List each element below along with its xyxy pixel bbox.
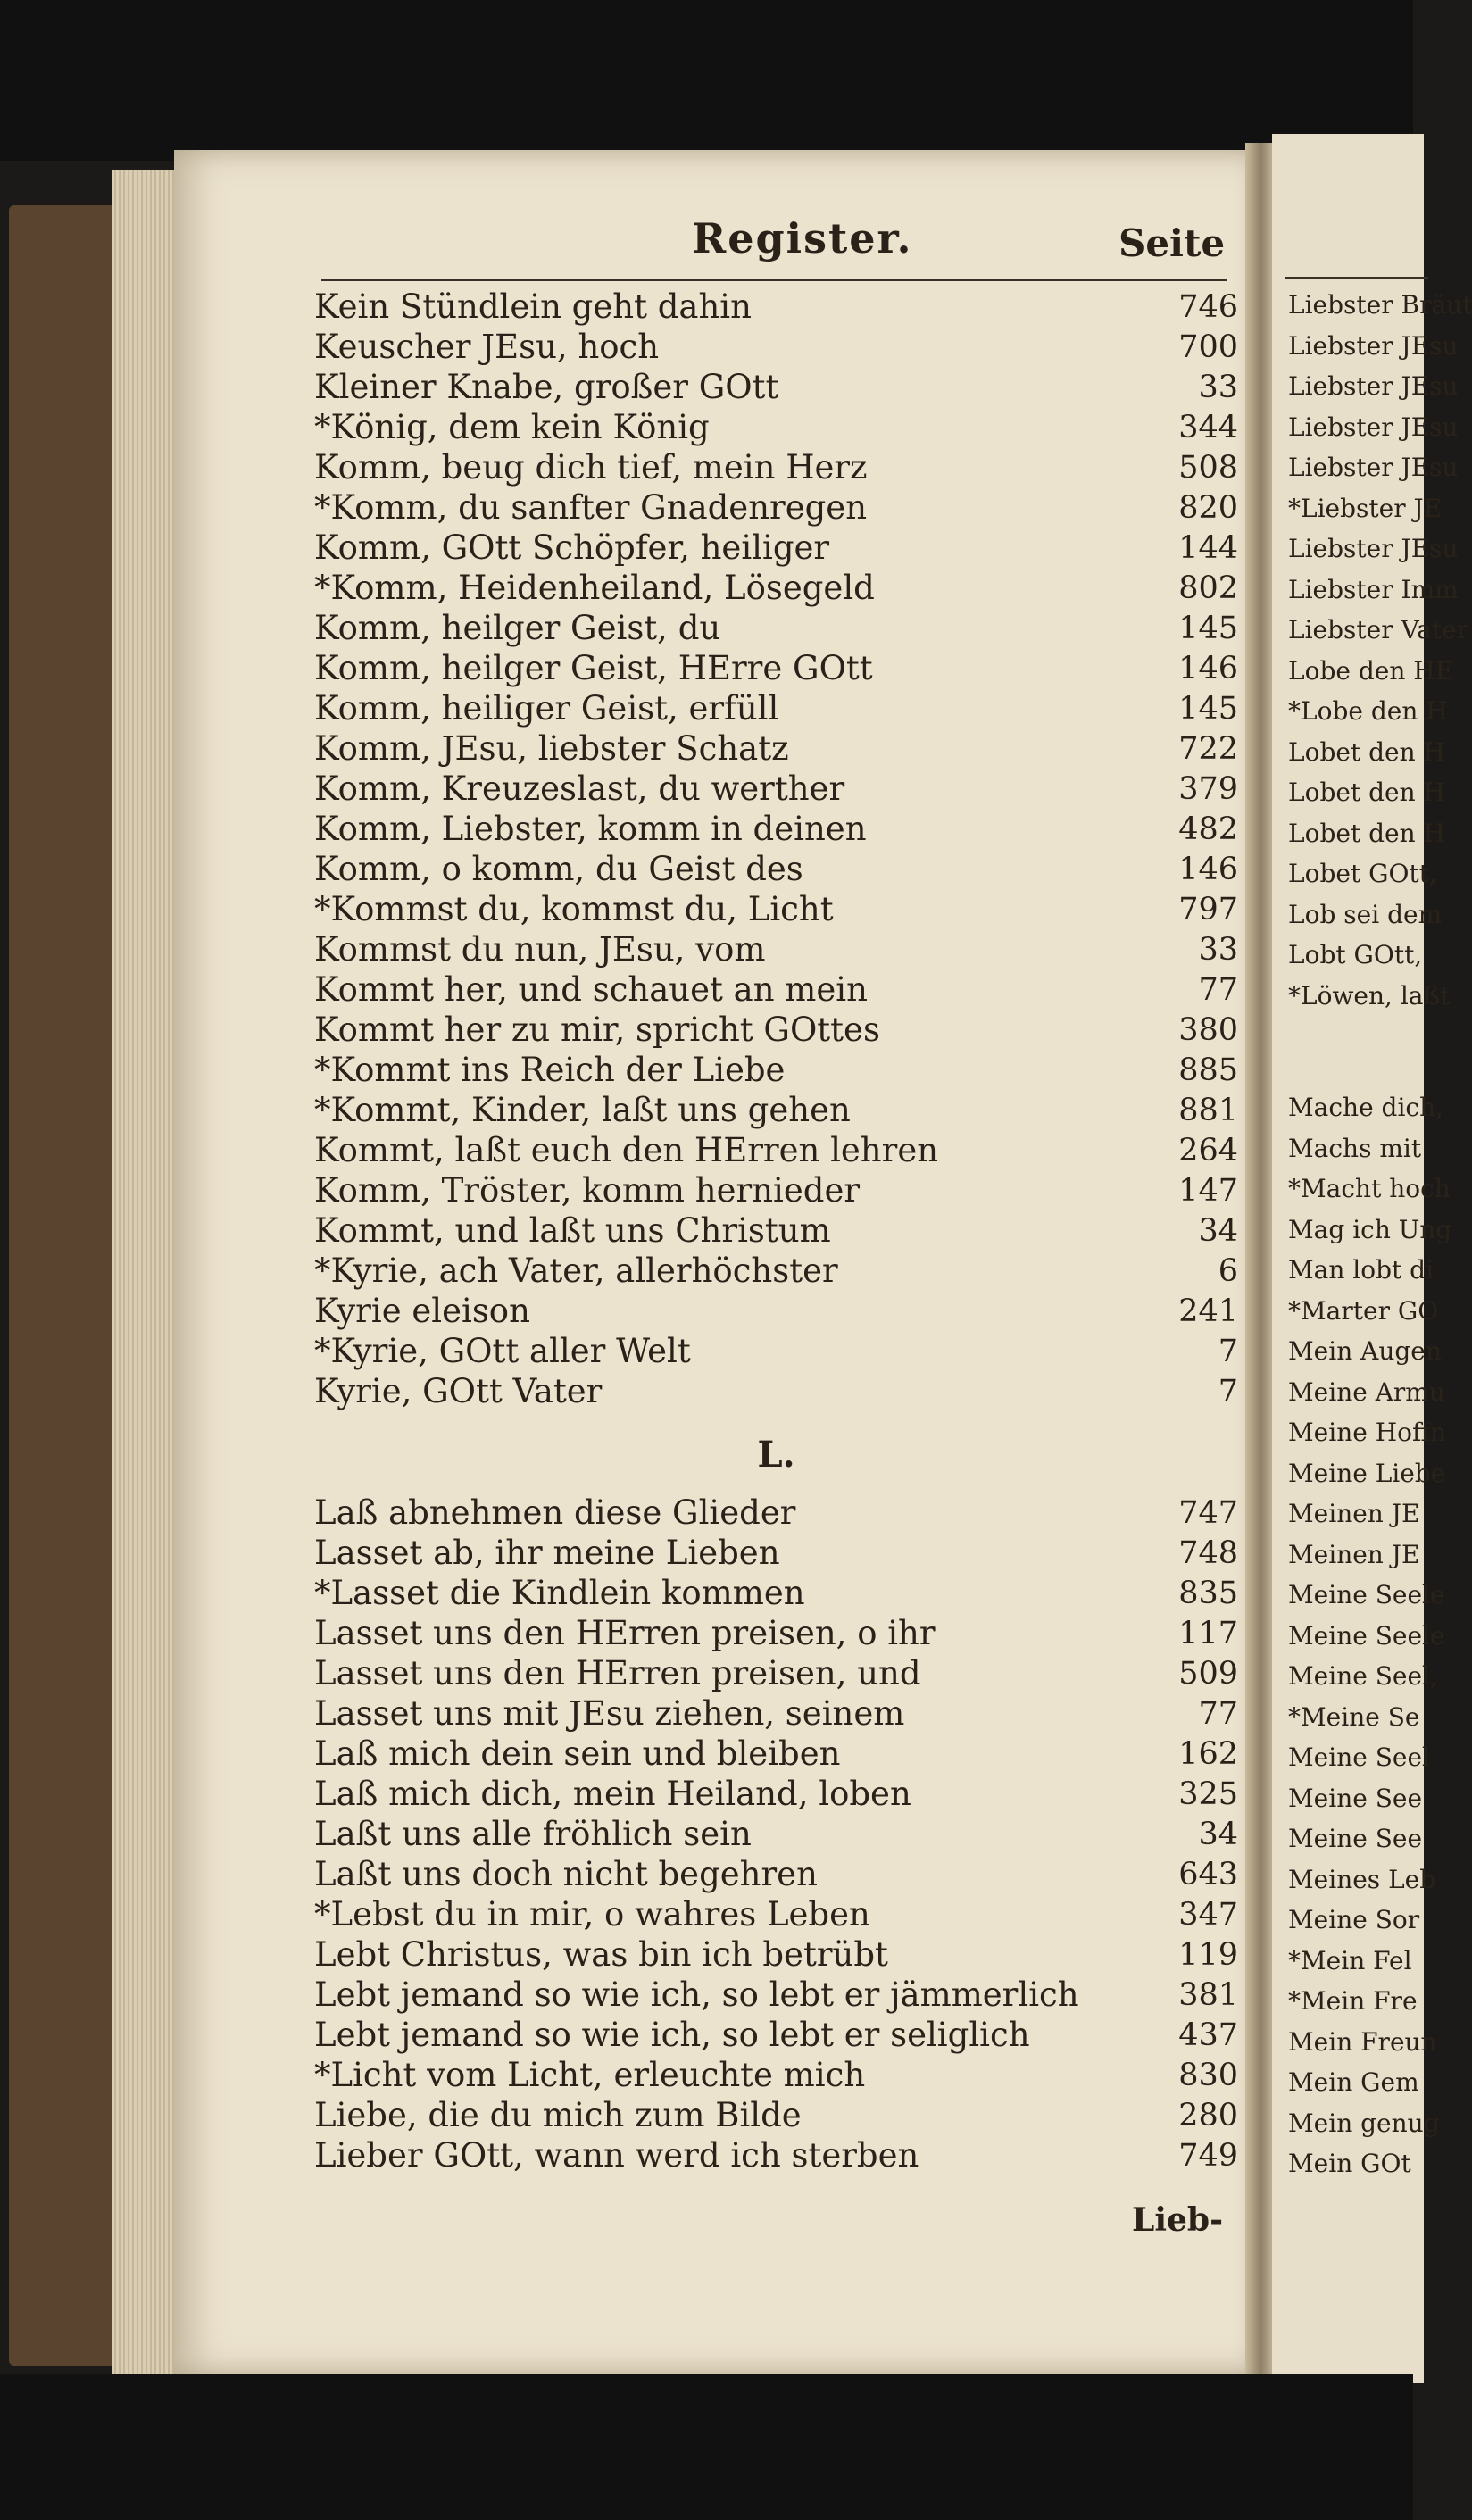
- register-entry: [314, 1651, 1238, 1691]
- dark-background-bottom: [0, 2374, 1413, 2520]
- register-entry: [314, 726, 1238, 766]
- next-page-fragment: Lobet den H: [1288, 818, 1445, 848]
- register-entry: [314, 1368, 1238, 1409]
- entry-title: Komm, heilger Geist, du: [314, 609, 721, 647]
- register-entry: [314, 324, 1238, 364]
- entry-title: *Lasset die Kindlein kommen: [314, 1574, 805, 1612]
- next-page-fragment: Lobet den H: [1288, 778, 1445, 807]
- entry-title: Lasset ab, ihr meine Lieben: [314, 1534, 780, 1572]
- register-entry: [314, 1328, 1238, 1368]
- entry-title: Laß mich dich, mein Heiland, loben: [314, 1775, 911, 1813]
- register-entry: [314, 1731, 1238, 1771]
- register-entry: [314, 525, 1238, 565]
- entry-title: Kommt her zu mir, spricht GOttes: [314, 1010, 880, 1049]
- next-page-fragment: Liebster JEsu: [1288, 534, 1459, 563]
- register-entry: [314, 1530, 1238, 1570]
- entry-title: Lasset uns mit JEsu ziehen, seinem: [314, 1694, 905, 1733]
- next-page-fragment: Mein Gem: [1288, 2067, 1419, 2097]
- next-page-fragment: *Liebster JE: [1288, 493, 1443, 523]
- register-entry: [314, 445, 1238, 485]
- entry-page-number: 797: [1178, 892, 1238, 927]
- entry-page-number: 119: [1178, 1937, 1238, 1973]
- next-page-fragment: *Meine Se: [1288, 1701, 1420, 1732]
- next-page-fragment: Man lobt di: [1288, 1255, 1435, 1285]
- next-page-fragment: Lob sei dem: [1288, 899, 1443, 929]
- entry-page-number: 146: [1178, 651, 1238, 686]
- next-page-fragment: Meine Hoffn: [1288, 1418, 1446, 1447]
- entry-title: Kommst du nun, JEsu, vom: [314, 930, 766, 969]
- entry-title: Lebt jemand so wie ich, so lebt er jämmerlich: [314, 1975, 1079, 2014]
- register-entry: [314, 1892, 1238, 1932]
- entry-title: Kommt, und laßt uns Christum: [314, 1211, 831, 1250]
- register-entry: [314, 766, 1238, 806]
- register-entry: [314, 1168, 1238, 1208]
- entry-title: *Licht vom Licht, erleuchte mich: [314, 2056, 866, 2094]
- next-page-fragment: Lobe den HE: [1288, 655, 1454, 686]
- register-entry: [314, 2092, 1238, 2133]
- next-page-fragment: *Mein Fel: [1288, 1945, 1412, 1975]
- book-cover-edge: [9, 205, 116, 2366]
- register-entry: [314, 1811, 1238, 1851]
- next-page-fragment: *Macht hoch: [1288, 1174, 1451, 1203]
- entry-page-number: 241: [1178, 1293, 1238, 1329]
- entry-title: Kyrie, GOtt Vater: [314, 1372, 603, 1410]
- register-entry: [314, 846, 1238, 886]
- next-page-fragment: Meine Seel,: [1288, 1661, 1438, 1691]
- entry-page-number: 820: [1178, 490, 1238, 526]
- register-entry: [314, 2052, 1238, 2092]
- next-page-fragment: Lobet den H: [1288, 736, 1445, 767]
- entry-page-number: 746: [1178, 289, 1238, 325]
- entry-page-number: 835: [1178, 1576, 1238, 1611]
- register-entry: [314, 1127, 1238, 1168]
- entry-title: *Kommst du, kommst du, Licht: [314, 890, 834, 928]
- entry-page-number: 482: [1178, 811, 1238, 847]
- next-page-fragment: Meine Seele: [1288, 1580, 1445, 1609]
- entry-title: Komm, heilger Geist, HErre GOtt: [314, 649, 873, 687]
- entry-title: Kein Stündlein geht dahin: [314, 287, 752, 326]
- register-entry: [314, 927, 1238, 967]
- entry-page-number: 749: [1178, 2138, 1238, 2174]
- register-entry: [314, 1007, 1238, 1047]
- entry-page-number: 145: [1178, 611, 1238, 646]
- entry-page-number: 77: [1198, 1696, 1238, 1732]
- register-entry: [314, 1851, 1238, 1892]
- next-page-fragment: Meine Armu: [1288, 1376, 1445, 1407]
- register-entry: [314, 1047, 1238, 1087]
- entry-title: Komm, Kreuzeslast, du werther: [314, 769, 845, 808]
- entry-page-number: 77: [1198, 972, 1238, 1008]
- entry-page-number: 722: [1178, 731, 1238, 767]
- register-entry: [314, 645, 1238, 686]
- next-page-fragment: Meine Sor: [1288, 1905, 1420, 1934]
- entry-page-number: 748: [1178, 1535, 1238, 1571]
- entry-page-number: 437: [1178, 2017, 1238, 2053]
- entry-page-number: 509: [1178, 1656, 1238, 1692]
- entry-title: Kommt her, und schauet an mein: [314, 970, 868, 1009]
- next-page-fragment: Meines Leb: [1288, 1864, 1436, 1894]
- entry-title: *Lebst du in mir, o wahres Leben: [314, 1895, 870, 1934]
- entry-page-number: 881: [1178, 1093, 1238, 1128]
- next-page-fragment: Liebster Vater: [1288, 615, 1469, 645]
- entry-page-number: 7: [1218, 1374, 1238, 1410]
- register-entry: [314, 1771, 1238, 1811]
- section-heading: [314, 1409, 1238, 1490]
- next-page-fragment: Meine See: [1288, 1783, 1423, 1813]
- entry-page-number: 162: [1178, 1736, 1238, 1772]
- entry-title: Komm, JEsu, liebster Schatz: [314, 729, 789, 768]
- entry-title: Komm, beug dich tief, mein Herz: [314, 448, 868, 487]
- entry-page-number: 885: [1178, 1052, 1238, 1088]
- register-entry: [314, 1932, 1238, 1972]
- next-page-fragment: Liebster JEsu: [1288, 453, 1459, 482]
- entry-title: *Komm, Heidenheiland, Lösegeld: [314, 569, 875, 607]
- page-title: Register.: [692, 214, 913, 262]
- next-page-fragment: Liebster JEsu: [1288, 412, 1459, 442]
- register-entry: [314, 1972, 1238, 2012]
- entry-page-number: 381: [1178, 1977, 1238, 2013]
- entry-page-number: 146: [1178, 852, 1238, 887]
- next-page-fragment: Meinen JE: [1288, 1499, 1420, 1528]
- entry-page-number: 380: [1178, 1012, 1238, 1048]
- entry-page-number: 508: [1178, 450, 1238, 486]
- entry-title: *Kommt ins Reich der Liebe: [314, 1051, 786, 1089]
- entry-title: Kommt, laßt euch den HErren lehren: [314, 1131, 939, 1169]
- entry-title: Laßt uns doch nicht begehren: [314, 1855, 818, 1893]
- entry-title: Kyrie eleison: [314, 1292, 530, 1330]
- entry-page-number: 802: [1178, 570, 1238, 606]
- next-page-fragment: Meinen JE: [1288, 1539, 1420, 1569]
- entry-title: Kleiner Knabe, großer GOtt: [314, 368, 779, 406]
- register-entry: [314, 364, 1238, 404]
- register-entries: [314, 284, 1238, 2173]
- entry-title: Lieber GOtt, wann werd ich sterben: [314, 2136, 919, 2175]
- entry-title: Komm, GOtt Schöpfer, heiliger: [314, 528, 830, 567]
- entry-page-number: 34: [1198, 1817, 1238, 1852]
- entry-title: *Kyrie, ach Vater, allerhöchster: [314, 1252, 838, 1290]
- entry-title: Laßt uns alle fröhlich sein: [314, 1815, 752, 1853]
- register-entry: [314, 1610, 1238, 1651]
- next-page-fragment: Mein Augen: [1288, 1336, 1442, 1366]
- next-page-fragment: *Marter GO: [1288, 1295, 1439, 1326]
- register-entry: [314, 886, 1238, 927]
- entry-page-number: 147: [1178, 1173, 1238, 1209]
- dark-background-top: [0, 0, 1413, 161]
- next-page-fragment: *Löwen, laßt: [1288, 980, 1451, 1010]
- entry-page-number: 700: [1178, 329, 1238, 365]
- next-page-fragment: Liebster JEsu: [1288, 330, 1459, 361]
- entry-title: Lebt jemand so wie ich, so lebt er seliglich: [314, 2016, 1030, 2054]
- register-entry: [314, 404, 1238, 445]
- entry-page-number: 145: [1178, 691, 1238, 727]
- entry-title: Keuscher JEsu, hoch: [314, 328, 660, 366]
- entry-title: Liebe, die du mich zum Bilde: [314, 2096, 802, 2134]
- entry-page-number: 7: [1218, 1334, 1238, 1369]
- next-page-fragment: Lobet GOtt,: [1288, 859, 1437, 888]
- entry-page-number: 643: [1178, 1857, 1238, 1892]
- section-letter: L.: [757, 1434, 795, 1476]
- entry-page-number: 379: [1178, 771, 1238, 807]
- register-entry: [314, 565, 1238, 605]
- register-entry: [314, 1087, 1238, 1127]
- register-entry: [314, 2133, 1238, 2173]
- entry-page-number: 144: [1178, 530, 1238, 566]
- entry-title: *Kyrie, GOtt aller Welt: [314, 1332, 691, 1370]
- entry-title: Komm, Liebster, komm in deinen: [314, 810, 867, 848]
- next-page-fragment: Machs mit: [1288, 1133, 1422, 1163]
- entry-page-number: 264: [1178, 1133, 1238, 1169]
- next-page-fragment: Liebster Bräut: [1288, 290, 1472, 320]
- entry-page-number: 747: [1178, 1495, 1238, 1531]
- entry-title: Laß mich dein sein und bleiben: [314, 1734, 841, 1773]
- next-page-fragment: Mein Freun: [1288, 2026, 1437, 2057]
- entry-page-number: 325: [1178, 1776, 1238, 1812]
- entry-title: Lasset uns den HErren preisen, und: [314, 1654, 921, 1692]
- register-entry: [314, 1208, 1238, 1248]
- register-entry: [314, 1570, 1238, 1610]
- next-page-fragment: Mein GOt: [1288, 2149, 1411, 2178]
- entry-title: *Komm, du sanfter Gnadenregen: [314, 488, 868, 527]
- entry-page-number: 34: [1198, 1213, 1238, 1249]
- entry-page-number: 280: [1178, 2098, 1238, 2133]
- entry-title: Lebt Christus, was bin ich betrübt: [314, 1935, 888, 1974]
- register-entry: [314, 605, 1238, 645]
- entry-title: Laß abnehmen diese Glieder: [314, 1493, 796, 1532]
- book-page-right: [1272, 134, 1472, 2383]
- page-edges: [112, 170, 183, 2374]
- register-entry: [314, 806, 1238, 846]
- catchword: Lieb-: [1132, 2201, 1224, 2239]
- next-page-fragment: *Lobe den H: [1288, 696, 1448, 726]
- entry-page-number: 117: [1178, 1616, 1238, 1651]
- next-page-fragment: Meine Liebe: [1288, 1458, 1446, 1488]
- entry-title: Komm, heiliger Geist, erfüll: [314, 689, 779, 728]
- register-entry: [314, 1288, 1238, 1328]
- register-entry: [314, 2012, 1238, 2052]
- entry-title: *König, dem kein König: [314, 408, 710, 446]
- entry-title: *Kommt, Kinder, laßt uns gehen: [314, 1091, 851, 1129]
- entry-title: Lasset uns den HErren preisen, o ihr: [314, 1614, 936, 1652]
- next-page-fragment: *Mein Fre: [1288, 1986, 1418, 2016]
- register-entry: [314, 686, 1238, 726]
- next-page-fragment: Mache dich,: [1288, 1093, 1444, 1122]
- register-entry: [314, 1691, 1238, 1731]
- register-entry: [314, 1248, 1238, 1288]
- next-page-fragment: Mag ich Ung: [1288, 1214, 1452, 1244]
- header-rule: [321, 279, 1227, 281]
- entry-title: Komm, Tröster, komm hernieder: [314, 1171, 861, 1210]
- register-entry: [314, 967, 1238, 1007]
- page-column-label: Seite: [1119, 221, 1226, 265]
- entry-page-number: 830: [1178, 2058, 1238, 2093]
- register-entry: [314, 1490, 1238, 1530]
- entry-page-number: 33: [1198, 370, 1238, 405]
- next-page-fragment: Lobt GOtt,: [1288, 940, 1423, 969]
- register-entry: [314, 284, 1238, 324]
- next-page-fragment: Liebster Imm: [1288, 574, 1459, 604]
- entry-page-number: 344: [1178, 410, 1238, 445]
- entry-page-number: 33: [1198, 932, 1238, 968]
- register-entry: [314, 485, 1238, 525]
- next-page-fragment: Meine Seel: [1288, 1742, 1430, 1772]
- entry-title: Komm, o komm, du Geist des: [314, 850, 803, 888]
- next-page-fragment: Meine Seele: [1288, 1620, 1445, 1651]
- next-page-fragment: Mein genug: [1288, 2108, 1440, 2138]
- next-page-header-rule: [1285, 277, 1428, 279]
- next-page-fragment: Meine See: [1288, 1824, 1423, 1853]
- next-page-fragment: Liebster JEsu: [1288, 371, 1459, 401]
- entry-page-number: 347: [1178, 1897, 1238, 1933]
- entry-page-number: 6: [1218, 1253, 1238, 1289]
